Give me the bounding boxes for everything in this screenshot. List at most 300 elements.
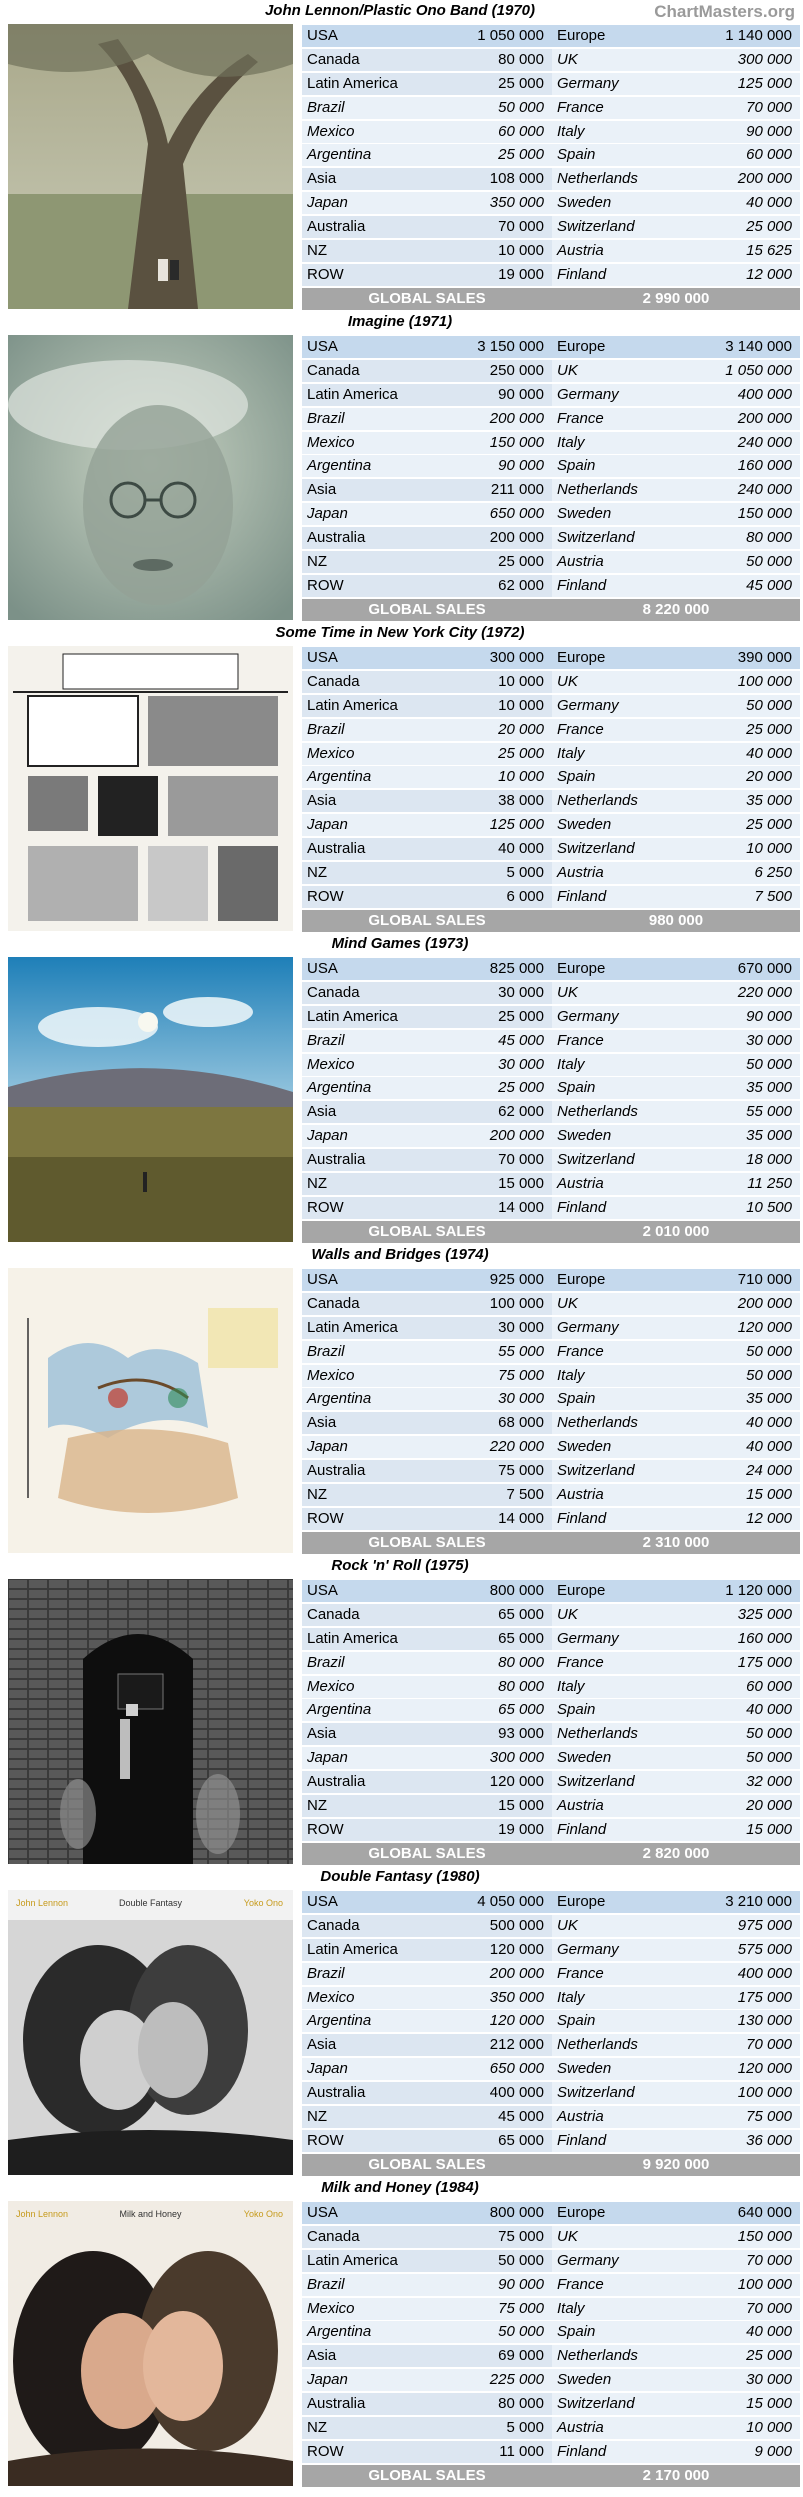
country-label: Austria (552, 240, 678, 262)
sales-value: 75 000 (678, 2106, 800, 2128)
region-label: Australia (302, 838, 431, 860)
sales-value: 70 000 (678, 97, 800, 119)
sales-value: 30 000 (431, 1317, 552, 1339)
sales-value: 40 000 (678, 2321, 800, 2343)
sales-value: 5 000 (431, 2417, 552, 2439)
table-row (300, 1124, 800, 1148)
country-label: Italy (552, 2298, 678, 2320)
sales-value: 40 000 (678, 1699, 800, 1721)
sales-value: 825 000 (431, 958, 552, 980)
country-label: Argentina (302, 1388, 431, 1410)
sales-value: 975 000 (678, 1915, 800, 1937)
album-cover-some-time-in-nyc (8, 646, 293, 931)
sales-value: 25 000 (678, 814, 800, 836)
sales-value: 1 050 000 (431, 25, 552, 47)
sales-value: 200 000 (678, 408, 800, 430)
table-row (300, 550, 800, 574)
table-row (300, 2344, 800, 2368)
total-row (300, 2153, 800, 2177)
sales-value: 68 000 (431, 1412, 552, 1434)
country-label: Japan (302, 1436, 431, 1458)
region-label: NZ (302, 862, 431, 884)
sales-value: 10 500 (678, 1197, 800, 1219)
sales-value: 100 000 (678, 2274, 800, 2296)
region-label: Asia (302, 1101, 431, 1123)
sales-value: 130 000 (678, 2010, 800, 2032)
table-row (300, 1651, 800, 1675)
country-label: Mexico (302, 743, 431, 765)
site-watermark: ChartMasters.org (654, 2, 795, 21)
sales-value: 710 000 (678, 1269, 800, 1291)
sales-value: 25 000 (431, 743, 552, 765)
cover-album-name: Milk and Honey (119, 2209, 182, 2219)
table-row (300, 981, 800, 1005)
global-sales-label: GLOBAL SALES (302, 288, 552, 310)
sales-table (300, 646, 800, 933)
table-row (300, 1938, 800, 1962)
sales-value: 25 000 (431, 73, 552, 95)
country-label: Brazil (302, 97, 431, 119)
sales-value: 200 000 (678, 168, 800, 190)
region-label: Australia (302, 1460, 431, 1482)
global-sales-total: 2 820 000 (552, 1843, 800, 1865)
album-cover-mind-games (8, 957, 293, 1242)
global-sales-label: GLOBAL SALES (302, 2154, 552, 2176)
region-label: USA (302, 336, 431, 358)
table-row (300, 2009, 800, 2033)
country-label: Argentina (302, 766, 431, 788)
sales-value: 1 120 000 (678, 1580, 800, 1602)
sales-value: 36 000 (678, 2130, 800, 2152)
sales-value: 220 000 (678, 982, 800, 1004)
sales-value: 80 000 (431, 1652, 552, 1674)
country-label: Brazil (302, 1652, 431, 1674)
country-label: Japan (302, 814, 431, 836)
table-row (300, 1387, 800, 1411)
table-row (300, 1292, 800, 1316)
country-label: UK (552, 2226, 678, 2248)
region-label: Asia (302, 168, 431, 190)
sales-value: 15 000 (678, 1484, 800, 1506)
country-label: Netherlands (552, 790, 678, 812)
global-sales-label: GLOBAL SALES (302, 910, 552, 932)
sales-value: 650 000 (431, 503, 552, 525)
table-row (300, 1196, 800, 1220)
sales-value: 150 000 (678, 503, 800, 525)
album-title: Walls and Bridges (1974) (311, 1246, 489, 1263)
table-row (300, 478, 800, 502)
sales-value: 220 000 (431, 1436, 552, 1458)
sales-value: 50 000 (678, 1723, 800, 1745)
country-label: Switzerland (552, 1460, 678, 1482)
sales-value: 30 000 (678, 1030, 800, 1052)
sales-value: 400 000 (431, 2082, 552, 2104)
sales-value: 70 000 (431, 216, 552, 238)
table-row (300, 2368, 800, 2392)
sales-value: 5 000 (431, 862, 552, 884)
country-label: Austria (552, 551, 678, 573)
region-label: USA (302, 647, 431, 669)
table-row (300, 1962, 800, 1986)
sales-value: 7 500 (678, 886, 800, 908)
region-label: Canada (302, 49, 431, 71)
album-block (0, 933, 803, 1244)
sales-value: 50 000 (431, 2321, 552, 2343)
country-label: Netherlands (552, 2034, 678, 2056)
country-label: France (552, 1963, 678, 1985)
region-label: Asia (302, 2034, 431, 2056)
region-label: Latin America (302, 1317, 431, 1339)
table-row (300, 191, 800, 215)
country-label: Sweden (552, 192, 678, 214)
sales-value: 62 000 (431, 575, 552, 597)
table-row (300, 1172, 800, 1196)
table-row (300, 885, 800, 909)
sales-value: 35 000 (678, 790, 800, 812)
sales-value: 15 000 (431, 1795, 552, 1817)
sales-value: 6 250 (678, 862, 800, 884)
table-row (300, 1818, 800, 1842)
sales-value: 18 000 (678, 1149, 800, 1171)
table-row (300, 765, 800, 789)
country-label: Switzerland (552, 2082, 678, 2104)
sales-value: 30 000 (431, 1388, 552, 1410)
country-label: Germany (552, 1628, 678, 1650)
region-label: ROW (302, 264, 431, 286)
table-row (300, 215, 800, 239)
country-label: Switzerland (552, 527, 678, 549)
country-label: Italy (552, 432, 678, 454)
sales-value: 7 500 (431, 1484, 552, 1506)
country-label: Sweden (552, 1125, 678, 1147)
region-label: NZ (302, 2106, 431, 2128)
country-label: France (552, 719, 678, 741)
sales-value: 390 000 (678, 647, 800, 669)
region-label: Europe (552, 647, 678, 669)
sales-value: 15 625 (678, 240, 800, 262)
sales-value: 30 000 (678, 2369, 800, 2391)
sales-value: 24 000 (678, 1460, 800, 1482)
region-label: USA (302, 1269, 431, 1291)
table-row (300, 2129, 800, 2153)
table-row (300, 2105, 800, 2129)
table-row (300, 1890, 800, 1914)
sales-value: 14 000 (431, 1197, 552, 1219)
country-label: UK (552, 49, 678, 71)
sales-value: 12 000 (678, 1508, 800, 1530)
sales-value: 350 000 (431, 1987, 552, 2009)
sales-value: 325 000 (678, 1604, 800, 1626)
total-row (300, 1220, 800, 1244)
sales-value: 50 000 (678, 551, 800, 573)
sales-value: 925 000 (431, 1269, 552, 1291)
country-label: Sweden (552, 2058, 678, 2080)
global-sales-total: 2 170 000 (552, 2465, 800, 2487)
table-row (300, 1698, 800, 1722)
region-label: Australia (302, 2082, 431, 2104)
sales-value: 19 000 (431, 264, 552, 286)
region-label: ROW (302, 886, 431, 908)
country-label: UK (552, 982, 678, 1004)
sales-value: 120 000 (678, 1317, 800, 1339)
table-row (300, 526, 800, 550)
sales-value: 240 000 (678, 432, 800, 454)
album-cover-imagine (8, 335, 293, 620)
sales-value: 3 140 000 (678, 336, 800, 358)
country-label: Brazil (302, 719, 431, 741)
sales-value: 160 000 (678, 1628, 800, 1650)
country-label: Mexico (302, 432, 431, 454)
sales-value: 60 000 (431, 121, 552, 143)
table-row (300, 574, 800, 598)
region-label: USA (302, 958, 431, 980)
country-label: Mexico (302, 2298, 431, 2320)
sales-value: 50 000 (431, 2250, 552, 2272)
table-row (300, 1746, 800, 1770)
table-row (300, 96, 800, 120)
sales-value: 40 000 (678, 743, 800, 765)
album-block (0, 311, 803, 622)
cover-artist-left: John Lennon (16, 2209, 69, 2219)
sales-value: 500 000 (431, 1915, 552, 1937)
sales-value: 65 000 (431, 1604, 552, 1626)
sales-value: 90 000 (431, 455, 552, 477)
table-row (300, 1459, 800, 1483)
sales-value: 400 000 (678, 384, 800, 406)
sales-table (300, 2201, 800, 2488)
table-row (300, 1603, 800, 1627)
country-label: Austria (552, 2106, 678, 2128)
sales-value: 69 000 (431, 2345, 552, 2367)
sales-value: 200 000 (431, 1963, 552, 1985)
table-row (300, 1148, 800, 1172)
album-cover-plastic-ono-band (8, 24, 293, 309)
sales-value: 100 000 (431, 1293, 552, 1315)
region-label: ROW (302, 2441, 431, 2463)
region-label: Europe (552, 1891, 678, 1913)
sales-value: 75 000 (431, 2298, 552, 2320)
sales-value: 300 000 (431, 647, 552, 669)
country-label: Sweden (552, 814, 678, 836)
country-label: UK (552, 1915, 678, 1937)
table-row (300, 861, 800, 885)
sales-table (300, 1890, 800, 2177)
sales-value: 800 000 (431, 2202, 552, 2224)
sales-value: 150 000 (678, 2226, 800, 2248)
sales-value: 25 000 (678, 216, 800, 238)
table-row (300, 2320, 800, 2344)
sales-value: 3 210 000 (678, 1891, 800, 1913)
region-label: Asia (302, 1412, 431, 1434)
region-label: Latin America (302, 1628, 431, 1650)
table-row (300, 120, 800, 144)
global-sales-label: GLOBAL SALES (302, 2465, 552, 2487)
sales-value: 60 000 (678, 144, 800, 166)
sales-value: 40 000 (678, 192, 800, 214)
sales-value: 11 000 (431, 2441, 552, 2463)
region-label: Latin America (302, 384, 431, 406)
table-row (300, 742, 800, 766)
album-cover-walls-and-bridges (8, 1268, 293, 1553)
table-row (300, 1914, 800, 1938)
region-label: Asia (302, 2345, 431, 2367)
table-row (300, 2081, 800, 2105)
country-label: Switzerland (552, 838, 678, 860)
sales-table (300, 957, 800, 1244)
total-row (300, 1842, 800, 1866)
sales-value: 30 000 (431, 982, 552, 1004)
country-label: Austria (552, 1173, 678, 1195)
country-label: Austria (552, 862, 678, 884)
table-row (300, 957, 800, 981)
sales-value: 25 000 (431, 1077, 552, 1099)
country-label: Italy (552, 743, 678, 765)
album-title: Double Fantasy (1980) (320, 1868, 480, 1885)
country-label: Italy (552, 1365, 678, 1387)
country-label: France (552, 1652, 678, 1674)
table-row (300, 239, 800, 263)
country-label: Brazil (302, 1963, 431, 1985)
country-label: Argentina (302, 1077, 431, 1099)
country-label: Mexico (302, 1054, 431, 1076)
sales-value: 80 000 (431, 1676, 552, 1698)
sales-value: 50 000 (678, 1054, 800, 1076)
album-block (0, 0, 803, 311)
sales-table (300, 335, 800, 622)
country-label: Japan (302, 1125, 431, 1147)
sales-value: 670 000 (678, 958, 800, 980)
table-row (300, 1507, 800, 1531)
sales-value: 80 000 (431, 2393, 552, 2415)
sales-value: 120 000 (431, 1771, 552, 1793)
country-label: Finland (552, 2441, 678, 2463)
country-label: Brazil (302, 2274, 431, 2296)
sales-value: 10 000 (678, 2417, 800, 2439)
table-row (300, 837, 800, 861)
sales-value: 20 000 (431, 719, 552, 741)
table-row (300, 2057, 800, 2081)
sales-value: 55 000 (431, 1341, 552, 1363)
sales-value: 70 000 (431, 1149, 552, 1171)
sales-value: 50 000 (678, 1341, 800, 1363)
region-label: Australia (302, 527, 431, 549)
sales-value: 20 000 (678, 1795, 800, 1817)
country-label: France (552, 1341, 678, 1363)
sales-value: 25 000 (678, 719, 800, 741)
sales-table (300, 1579, 800, 1866)
table-row (300, 1268, 800, 1292)
country-label: Argentina (302, 455, 431, 477)
country-label: Mexico (302, 1365, 431, 1387)
country-label: Italy (552, 121, 678, 143)
region-label: ROW (302, 1508, 431, 1530)
sales-value: 3 150 000 (431, 336, 552, 358)
album-title: Rock 'n' Roll (1975) (331, 1557, 469, 1574)
cover-artist-right: Yoko Ono (243, 2209, 283, 2219)
region-label: NZ (302, 1484, 431, 1506)
table-row (300, 1627, 800, 1651)
sales-value: 175 000 (678, 1987, 800, 2009)
country-label: Switzerland (552, 2393, 678, 2415)
sales-value: 11 250 (678, 1173, 800, 1195)
country-label: Netherlands (552, 479, 678, 501)
sales-value: 93 000 (431, 1723, 552, 1745)
region-label: Europe (552, 336, 678, 358)
sales-value: 10 000 (678, 838, 800, 860)
region-label: NZ (302, 2417, 431, 2439)
country-label: Netherlands (552, 1723, 678, 1745)
region-label: Canada (302, 1604, 431, 1626)
sales-table (300, 1268, 800, 1555)
region-label: ROW (302, 1197, 431, 1219)
sales-value: 75 000 (431, 1365, 552, 1387)
table-row (300, 24, 800, 48)
country-label: Sweden (552, 2369, 678, 2391)
country-label: Finland (552, 1819, 678, 1841)
table-row (300, 1005, 800, 1029)
album-block (0, 622, 803, 933)
table-row (300, 359, 800, 383)
sales-value: 200 000 (431, 1125, 552, 1147)
country-label: Finland (552, 1508, 678, 1530)
sales-table (300, 24, 800, 311)
cover-album-name: Double Fantasy (118, 1898, 183, 1908)
sales-value: 50 000 (431, 97, 552, 119)
cover-artist-left: John Lennon (16, 1898, 69, 1908)
country-label: Japan (302, 2369, 431, 2391)
country-label: Japan (302, 2058, 431, 2080)
table-row (300, 383, 800, 407)
sales-value: 10 000 (431, 695, 552, 717)
country-label: Japan (302, 192, 431, 214)
region-label: Asia (302, 1723, 431, 1745)
region-label: Canada (302, 2226, 431, 2248)
global-sales-label: GLOBAL SALES (302, 1843, 552, 1865)
album-title: Milk and Honey (1984) (321, 2179, 479, 2196)
country-label: Mexico (302, 1676, 431, 1698)
sales-value: 160 000 (678, 455, 800, 477)
sales-value: 212 000 (431, 2034, 552, 2056)
country-label: Finland (552, 575, 678, 597)
global-sales-total: 2 990 000 (552, 288, 800, 310)
table-row (300, 2225, 800, 2249)
sales-value: 65 000 (431, 2130, 552, 2152)
table-row (300, 1053, 800, 1077)
album-block (0, 1555, 803, 1866)
country-label: Netherlands (552, 168, 678, 190)
table-row (300, 1076, 800, 1100)
country-label: Japan (302, 1747, 431, 1769)
region-label: USA (302, 2202, 431, 2224)
region-label: Europe (552, 25, 678, 47)
album-cover-rock-n-roll (8, 1579, 293, 1864)
sales-value: 800 000 (431, 1580, 552, 1602)
total-row (300, 598, 800, 622)
region-label: Canada (302, 360, 431, 382)
table-row (300, 1770, 800, 1794)
country-label: Spain (552, 2321, 678, 2343)
table-row (300, 1794, 800, 1818)
album-cover-milk-and-honey (8, 2201, 293, 2486)
album-cover-double-fantasy (8, 1890, 293, 2175)
country-label: Italy (552, 1054, 678, 1076)
table-row (300, 2273, 800, 2297)
sales-value: 30 000 (431, 1054, 552, 1076)
country-label: Netherlands (552, 1412, 678, 1434)
sales-value: 90 000 (678, 1006, 800, 1028)
region-label: Latin America (302, 1939, 431, 1961)
sales-value: 45 000 (431, 1030, 552, 1052)
